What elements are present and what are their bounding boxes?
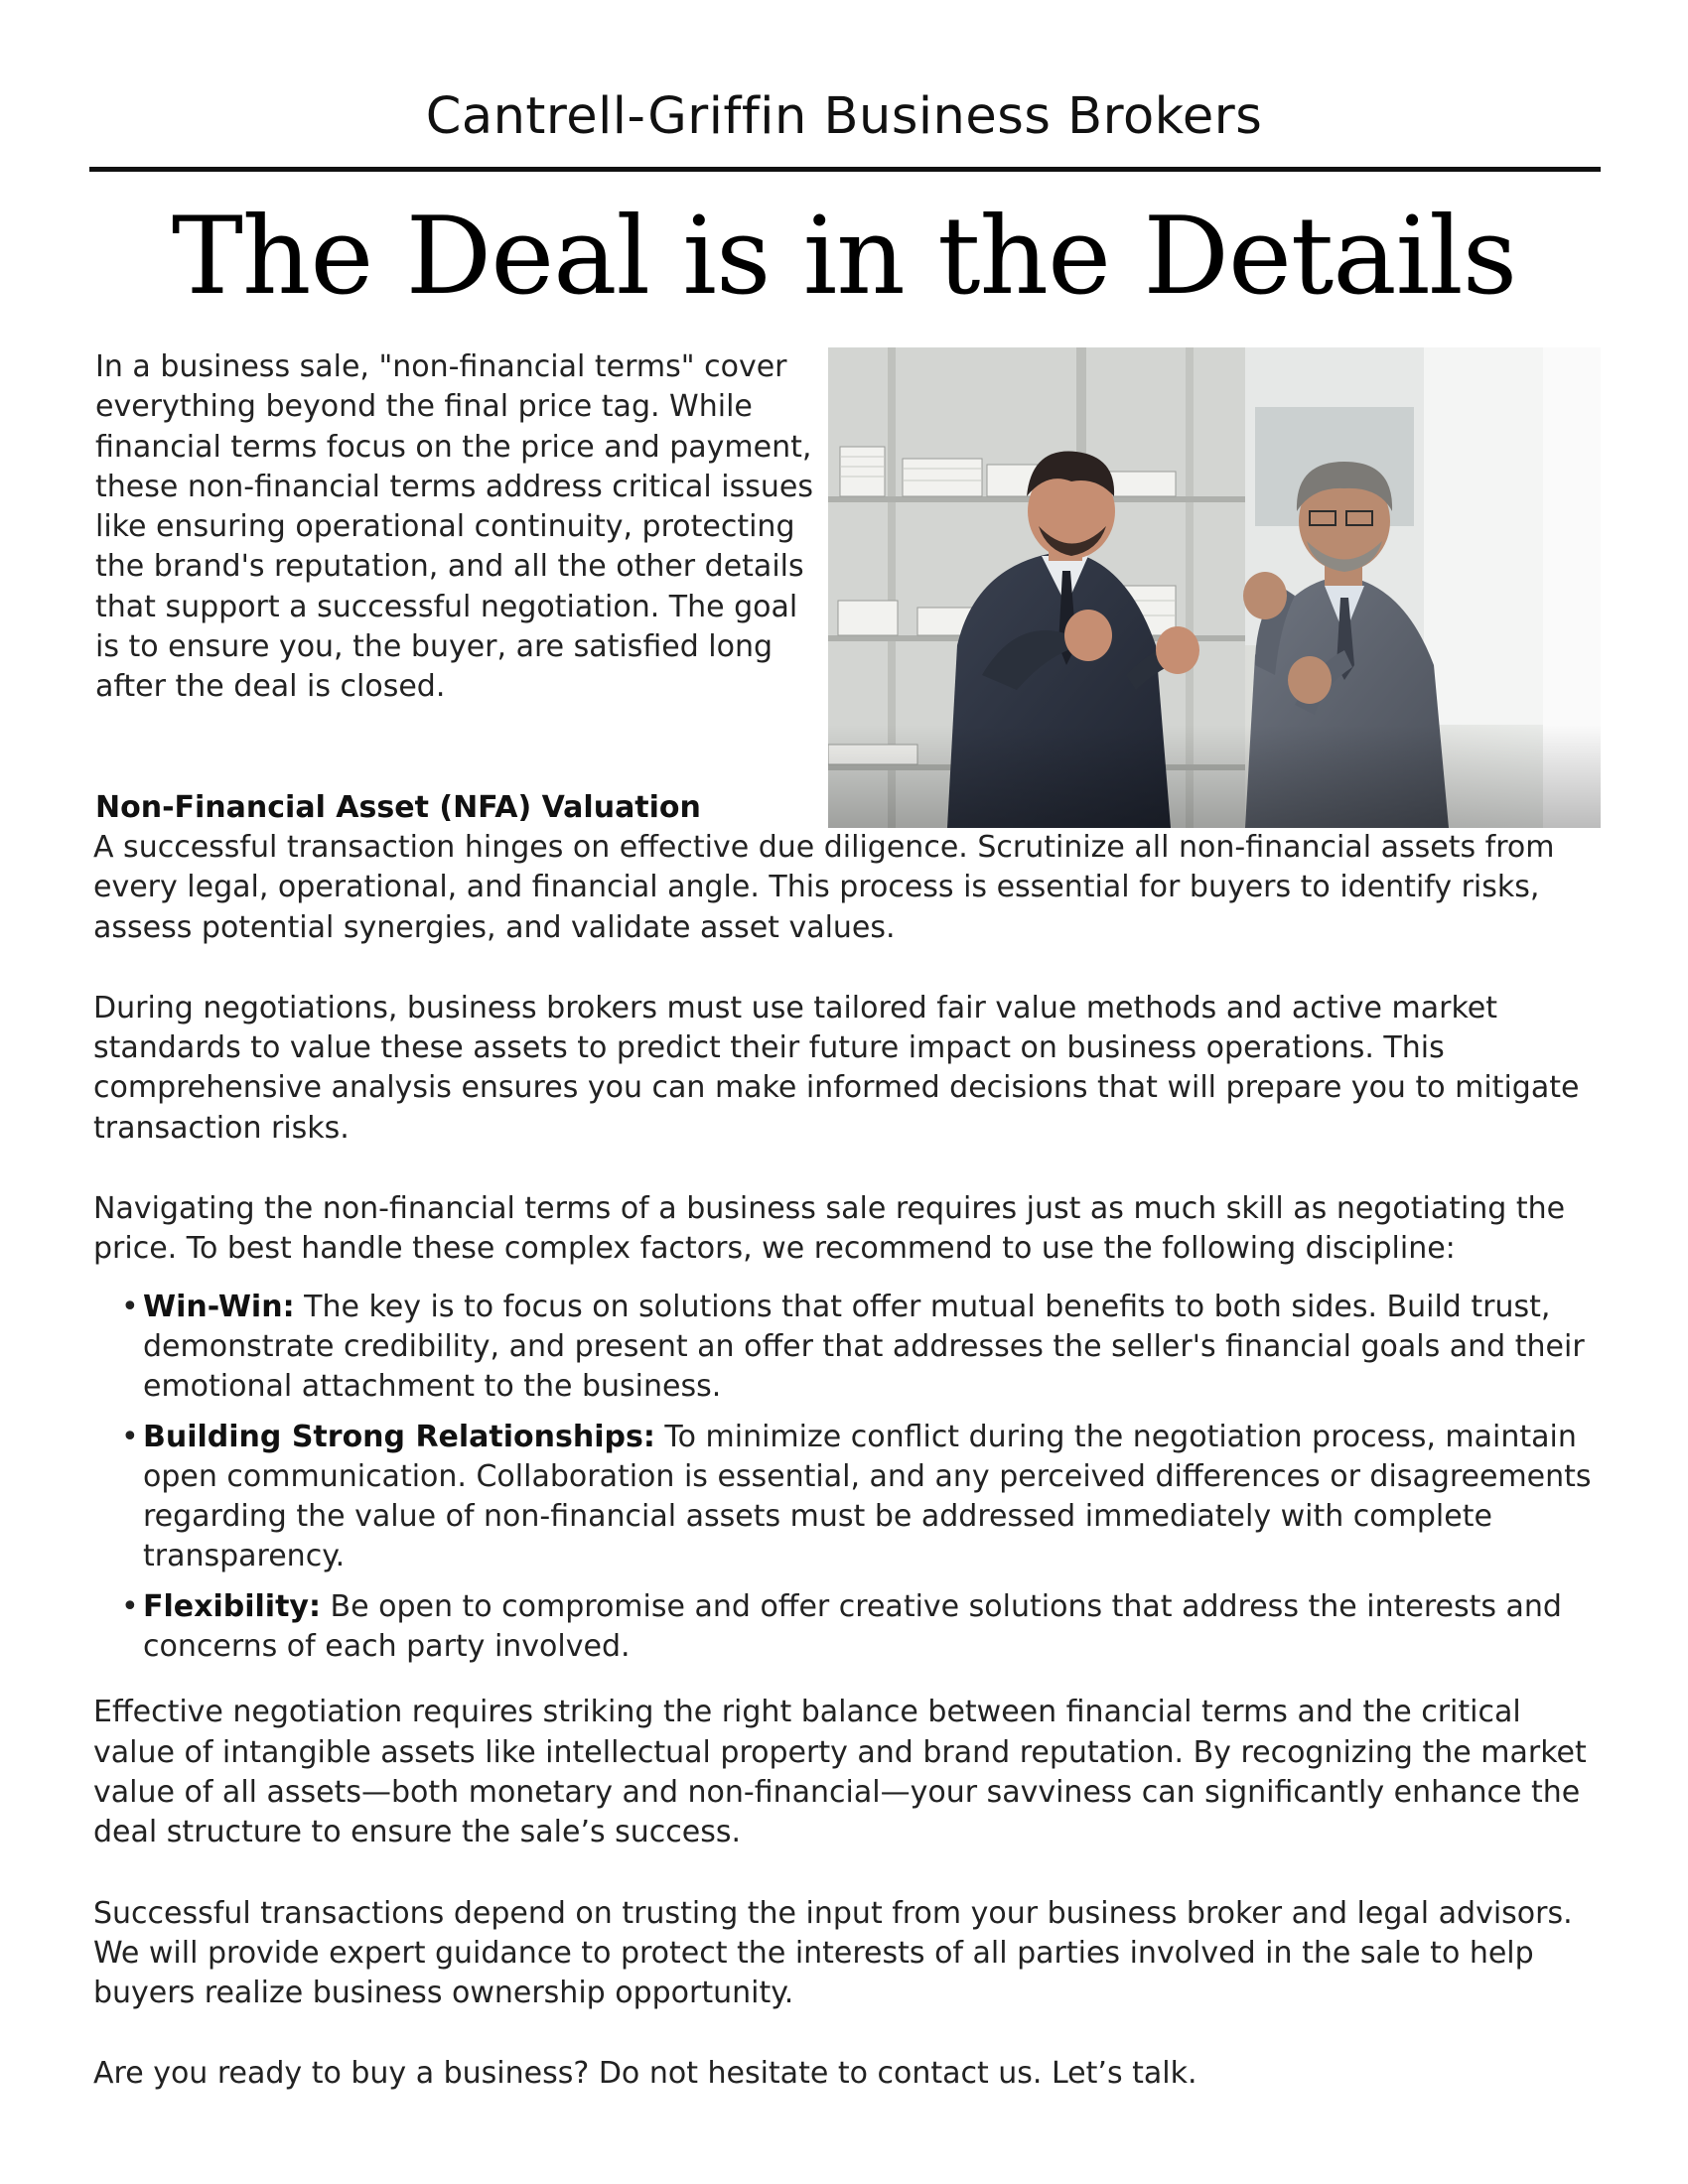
discipline-list: [93, 1288, 1607, 1668]
list-item-term: Flexibility:: [143, 1588, 321, 1624]
section-paragraph: Navigating the non-financial terms of a business sale requires just as much skill as negotiating the price. To best handle these complex factors, we recommend to use the following discipline:: [93, 1191, 1566, 1267]
call-to-action: Are you ready to buy a business? Do not hesitate to contact us. Let’s talk.: [93, 2056, 1197, 2092]
business-handshake-photo: [828, 347, 1601, 828]
list-item-text: The key is to focus on solutions that offer mutual benefits to both sides. Build trust, demonstrate credibility, and present an offer that addresses the seller's financial goals and their emotional attachment to the business.: [143, 1289, 1585, 1405]
brand-name: Cantrell-Griffin Business Brokers: [425, 87, 1263, 146]
list-item-text: To minimize conflict during the negotiation process, maintain open communication. Collaboration is essential, and any perceived differences or disagreements regarding the value of non-financial assets must be addressed immediately with complete transparency.: [143, 1419, 1592, 1574]
section-paragraph: During negotiations, business brokers must use tailored fair value methods and active market standards to value these assets to predict their future impact on business operations. This comprehensive analysis ensures you can make informed decisions that will prepare you to mitigate transaction risks.: [93, 990, 1580, 1146]
header-divider: [89, 167, 1601, 172]
bullet-icon: •: [121, 1419, 139, 1454]
list-item: [121, 1418, 1607, 1577]
closing-paragraph: Effective negotiation requires striking the right balance between financial terms and the critical value of intangible assets like intellectual property and brand reputation. By recognizing the market value of all assets—both monetary and non-financial—your savviness can significantly enhance the deal structure to ensure the sale’s success.: [93, 1695, 1587, 1850]
section-heading: Non-Financial Asset (NFA) Valuation: [95, 790, 701, 825]
intro-paragraph: In a business sale, "non-financial terms" cover everything beyond the final price tag. While financial terms focus on the price and payment, these non-financial terms address critical issues like ensuring operational continuity, protecting the brand's reputation, and all the other details that support a successful negotiation. The goal is to ensure you, the buyer, are satisfied long after the deal is closed.: [95, 349, 813, 705]
page-headline: The Deal is in the Details: [171, 195, 1517, 319]
article-content: [93, 788, 1607, 2095]
bullet-icon: •: [121, 1588, 139, 1624]
list-item-text: Be open to compromise and offer creative solutions that address the interests and concerns of each party involved.: [143, 1588, 1562, 1665]
list-item: [121, 1288, 1607, 1408]
section-paragraph: A successful transaction hinges on effective due diligence. Scrutinize all non-financial assets from every legal, operational, and financial angle. This process is essential for buyers to identify risks, assess potential synergies, and validate asset values.: [93, 830, 1555, 945]
list-item: [121, 1587, 1607, 1668]
list-item-term: Win-Win:: [143, 1289, 295, 1324]
list-item-term: Building Strong Relationships:: [143, 1419, 655, 1454]
closing-paragraph: Successful transactions depend on trusting the input from your business broker and legal advisors. We will provide expert guidance to protect the interests of all parties involved in the sale to help buyers realize business ownership opportunity.: [93, 1895, 1573, 2011]
bullet-icon: •: [121, 1289, 139, 1324]
